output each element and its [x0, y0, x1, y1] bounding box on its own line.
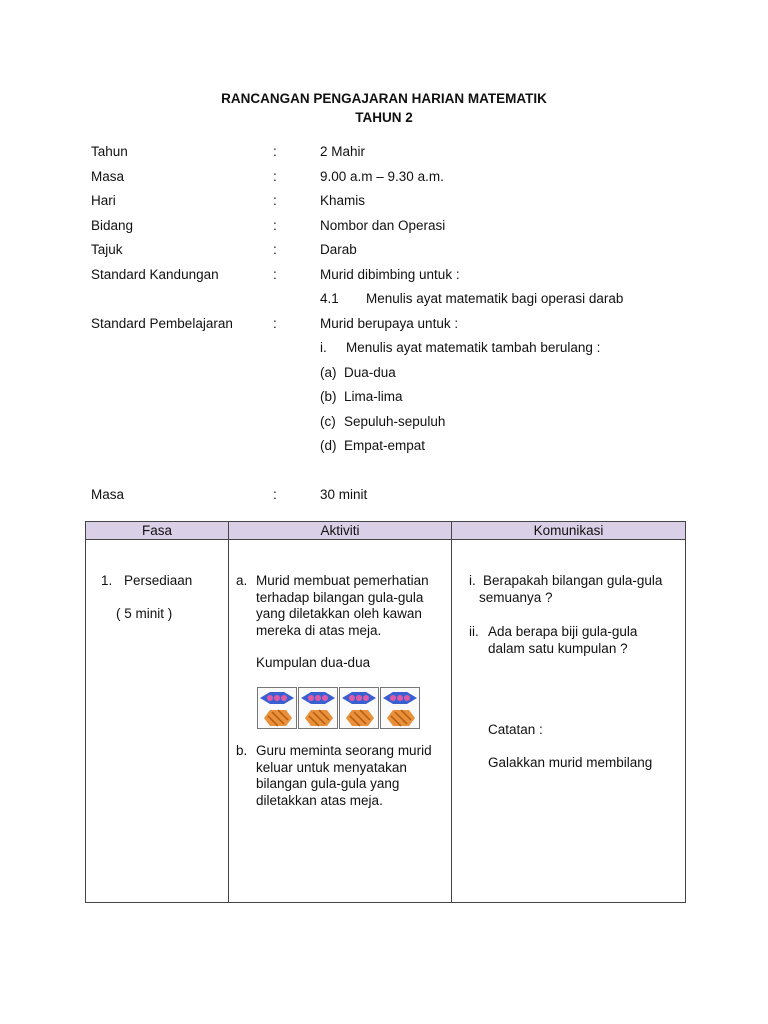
komunikasi-i-line-1: Berapakah bilangan gula-gula [483, 573, 663, 588]
candy-icon [339, 687, 379, 729]
aktiviti-b-line-3: bilangan gula-gula yang [256, 776, 400, 791]
subitem-a-key: (a) [320, 365, 337, 380]
fasa-number: 1. [101, 573, 113, 588]
detail-row-standard-pembelajaran [91, 315, 691, 333]
candy-illustration [257, 687, 417, 729]
candy-icon [257, 687, 297, 729]
fasa-cell [86, 540, 229, 903]
detail-value: Murid berupaya untuk : [320, 316, 459, 331]
detail-row-tajuk [91, 241, 691, 259]
aktiviti-a-line-2: terhadap bilangan gula-gula [256, 589, 424, 605]
detail-colon: : [273, 169, 277, 184]
pembelajaran-item-text: Menulis ayat matematik tambah berulang : [346, 340, 601, 355]
detail-row-masa-total [91, 486, 691, 504]
detail-label: Standard Pembelajaran [91, 316, 233, 331]
komunikasi-ii-key: ii. [469, 624, 479, 639]
detail-label: Hari [91, 193, 116, 208]
detail-row-standard-kandungan [91, 266, 691, 284]
detail-colon: : [273, 218, 277, 233]
komunikasi-ii-line-2: dalam satu kumpulan ? [488, 640, 628, 656]
komunikasi-cell [452, 540, 686, 903]
subitem-d-key: (d) [320, 438, 337, 453]
aktiviti-b-line-1: Guru meminta seorang murid [256, 743, 432, 758]
subitem-b-text: Lima-lima [344, 389, 403, 404]
aktiviti-cell [229, 540, 452, 903]
detail-label: Masa [91, 487, 125, 502]
header-aktiviti: Aktiviti [229, 522, 452, 540]
detail-label: Masa [91, 169, 125, 184]
candy-icon [380, 687, 420, 729]
aktiviti-a-line-4: mereka di atas meja. [256, 622, 382, 638]
detail-label: Tajuk [91, 242, 123, 257]
fasa-name: Persediaan [124, 573, 193, 588]
detail-row-bidang [91, 217, 691, 235]
aktiviti-b-line-2: keluar untuk menyatakan [256, 759, 407, 775]
detail-row-masa [91, 168, 691, 186]
detail-colon: : [273, 193, 277, 208]
header-komunikasi: Komunikasi [452, 522, 686, 540]
detail-label: Tahun [91, 144, 128, 159]
candy-icon [298, 687, 338, 729]
detail-value: Khamis [320, 193, 366, 208]
kandungan-item-number: 4.1 [320, 291, 339, 306]
aktiviti-a-line-1: Murid membuat pemerhatian [256, 573, 429, 588]
detail-value: 9.00 a.m – 9.30 a.m. [320, 169, 444, 184]
document-title: RANCANGAN PENGAJARAN HARIAN MATEMATIK [221, 91, 547, 106]
aktiviti-a-line-3: yang diletakkan oleh kawan [256, 606, 422, 621]
komunikasi-i-line-2: semuanya ? [479, 589, 553, 605]
aktiviti-b-key: b. [236, 743, 248, 758]
aktiviti-b-line-4: diletakkan atas meja. [256, 792, 383, 808]
detail-value: 30 minit [320, 487, 368, 502]
fasa-duration: ( 5 minit ) [116, 606, 173, 621]
detail-value: Darab [320, 242, 357, 257]
subitem-a-text: Dua-dua [344, 365, 396, 380]
detail-value: 2 Mahir [320, 144, 366, 159]
aktiviti-a-key: a. [236, 573, 248, 588]
detail-colon: : [273, 242, 277, 257]
detail-row-tahun [91, 143, 691, 161]
catatan-text: Galakkan murid membilang [488, 755, 653, 770]
subitem-c-key: (c) [320, 414, 336, 429]
detail-colon: : [273, 487, 277, 502]
subitem-d-text: Empat-empat [344, 438, 426, 453]
kandungan-item-text: Menulis ayat matematik bagi operasi darab [366, 291, 624, 306]
header-fasa: Fasa [86, 522, 229, 540]
detail-value: Nombor dan Operasi [320, 218, 446, 233]
detail-colon: : [273, 316, 277, 331]
komunikasi-ii-line-1: Ada berapa biji gula-gula [488, 624, 638, 639]
subitem-b-key: (b) [320, 389, 337, 404]
catatan-label: Catatan : [488, 722, 543, 737]
detail-value: Murid dibimbing untuk : [320, 267, 460, 282]
subitem-c-text: Sepuluh-sepuluh [344, 414, 446, 429]
detail-row-hari [91, 192, 691, 210]
pembelajaran-item-number: i. [320, 340, 327, 355]
detail-label: Bidang [91, 218, 134, 233]
detail-colon: : [273, 267, 277, 282]
aktiviti-group-label: Kumpulan dua-dua [256, 655, 371, 670]
komunikasi-i-key: i. [469, 573, 476, 588]
detail-label: Standard Kandungan [91, 267, 219, 282]
lesson-plan-table [85, 521, 686, 903]
detail-colon: : [273, 144, 277, 159]
document-subtitle: TAHUN 2 [355, 110, 413, 125]
